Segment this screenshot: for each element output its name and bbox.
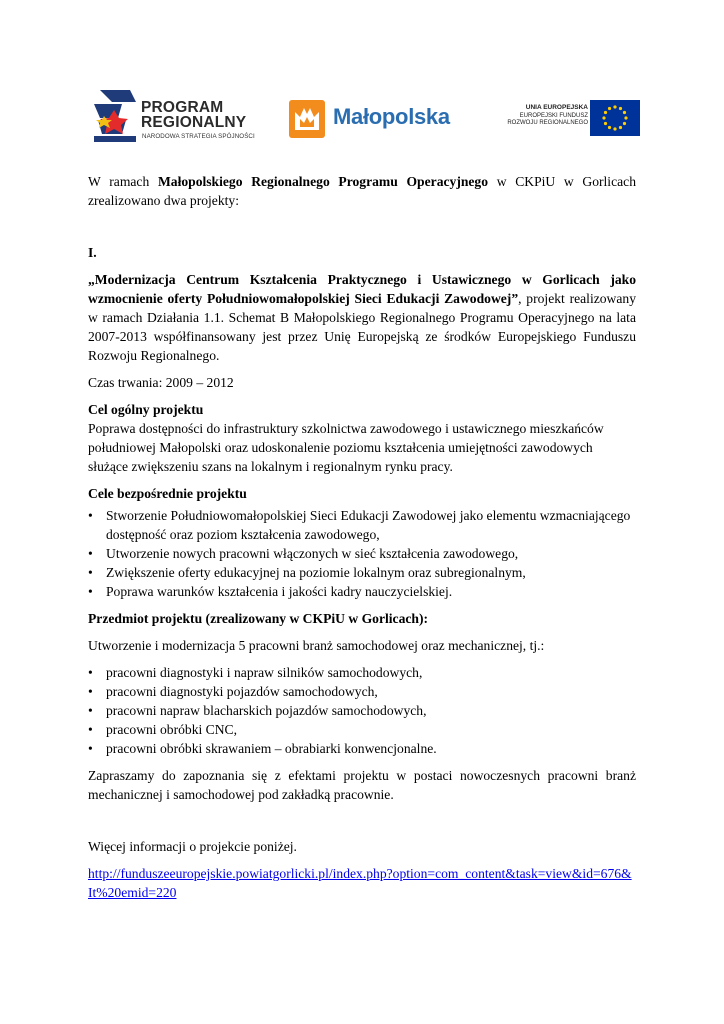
- intro-program-name: Małopolskiego Regionalnego Programu Operacyjnego: [157, 174, 489, 189]
- eu-line3: ROZWOJU REGIONALNEGO: [507, 120, 588, 127]
- malopolska-crown-icon: [289, 100, 325, 138]
- list-item: • pracowni obróbki skrawaniem – obrabiarki konwencjonalne.: [88, 739, 636, 758]
- list-item: • Stworzenie Południowomałopolskiej Sieci Edukacji Zawodowej jako elementu wzmacniającego dostępność oraz poziom kształcenia zawodowego,: [88, 506, 636, 544]
- eu-line1: UNIA EUROPEJSKA: [525, 104, 588, 111]
- eu-text: [507, 104, 588, 128]
- list-item: • pracowni obróbki CNC,: [88, 720, 636, 739]
- document-body: [88, 172, 636, 902]
- subject-intro: Utworzenie i modernizacja 5 pracowni branż samochodowej oraz mechanicznej, tj.:: [88, 638, 545, 653]
- list-item: • pracowni diagnostyki pojazdów samochodowych,: [88, 682, 636, 701]
- intro-paragraph: [88, 172, 636, 210]
- list-item: • pracowni diagnostyki i napraw silników samochodowych,: [88, 663, 636, 682]
- section-number-text: I.: [88, 245, 97, 260]
- program-regionalny-title: [141, 100, 246, 130]
- program-regionalny-emblem-icon: [92, 88, 138, 144]
- project-description-text: , projekt realizowany w ramach Działania 1.1. Schemat B Małopolskiego Regionalnego Programu Operacyjnego na lata 2007-2013 współfinansowany jest przez Unię Europejską ze środków Europejskiego Funduszu Rozwoju Regionalnego.: [88, 291, 636, 363]
- program-regionalny-line2: REGIONALNY: [141, 114, 247, 131]
- direct-goals-list: [88, 506, 636, 601]
- program-regionalny-subtitle: NARODOWA STRATEGIA SPÓJNOŚCI: [142, 133, 255, 140]
- eu-logo: [498, 100, 648, 140]
- section-number: [88, 243, 636, 262]
- direct-goals-heading-text: Cele bezpośrednie projektu: [88, 486, 247, 501]
- project-description: [88, 270, 636, 365]
- more-info: Więcej informacji o projekcie poniżej.: [88, 839, 297, 854]
- malopolska-name: Małopolska: [333, 104, 450, 129]
- general-goal-heading: [88, 400, 636, 419]
- eu-flag-icon: [590, 100, 640, 136]
- project-title: „Modernizacja Centrum Kształcenia Praktycznego i Ustawicznego w Gorlicach jako wzmocnienie oferty Południowomałopolskiej Sieci Edukacji Zawodowej”: [88, 272, 636, 306]
- duration: Czas trwania: 2009 – 2012: [88, 375, 234, 390]
- project-link-paragraph: [88, 864, 636, 902]
- subject-list: [88, 663, 636, 758]
- program-regionalny-line1: PROGRAM: [141, 99, 224, 116]
- general-goal-heading-text: Cel ogólny projektu: [88, 402, 204, 417]
- program-regionalny-logo: [92, 88, 277, 144]
- list-item: • Poprawa warunków kształcenia i jakości kadry nauczycielskiej.: [88, 582, 636, 601]
- logo-bar: [88, 88, 648, 152]
- malopolska-logo: [289, 100, 469, 140]
- list-item: • pracowni napraw blacharskich pojazdów samochodowych,: [88, 701, 636, 720]
- project-link[interactable]: http://funduszeeuropejskie.powiatgorlicki.pl/index.php?option=com_content&task=view&id=676&It%20emid=220: [88, 866, 632, 900]
- direct-goals-heading: [88, 484, 636, 503]
- intro-after: w CKPiU w Gorlicach zrealizowano dwa projekty:: [88, 174, 636, 208]
- intro-before: W ramach: [88, 174, 158, 189]
- general-goal-text: Poprawa dostępności do infrastruktury szkolnictwa zawodowego i ustawicznego mieszkańców południowej Małopolski oraz udoskonalenie poziomu kształcenia umiejętności zawodowych służące zwiększeniu szans na lokalnym i regionalnym rynku pracy.: [88, 421, 604, 474]
- subject-heading-text: Przedmiot projektu (zrealizowany w CKPiU w Gorlicach):: [88, 611, 429, 626]
- list-item: • Zwiększenie oferty edukacyjnej na poziomie lokalnym oraz subregionalnym,: [88, 563, 636, 582]
- list-item: • Utworzenie nowych pracowni włączonych w sieć kształcenia zawodowego,: [88, 544, 636, 563]
- invitation-paragraph: Zapraszamy do zapoznania się z efektami projektu w postaci nowoczesnych pracowni branż mechanicznej i samochodowej pod zakładką pracownie.: [88, 768, 636, 802]
- eu-line2: EUROPEJSKI FUNDUSZ: [519, 112, 588, 119]
- subject-heading: [88, 609, 636, 628]
